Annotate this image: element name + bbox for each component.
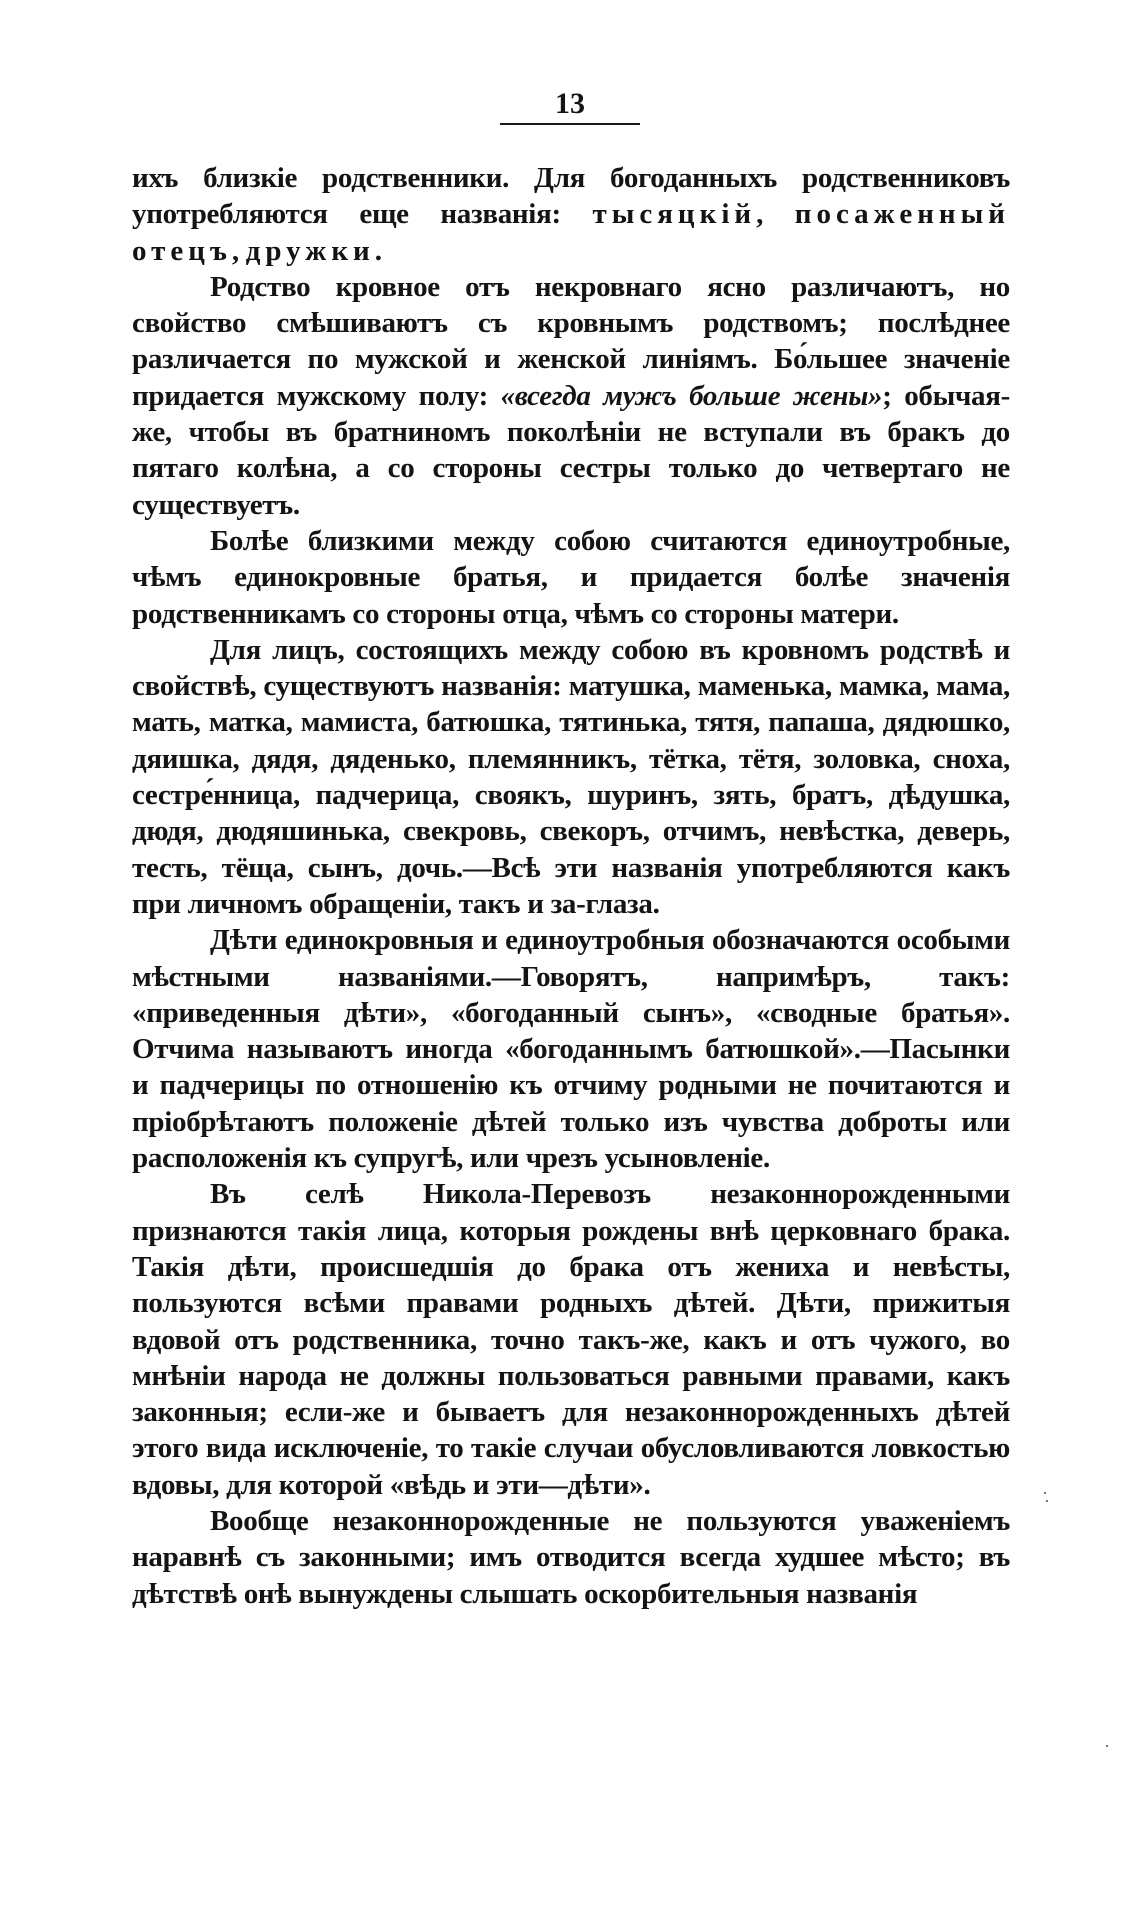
paragraph-2-text-b: ; обычая-же, чтобы въ братниномъ поколѣніи не вступали въ бракъ до пятаго колѣна, а со стороны сестры только до четвертаго не существуетъ.	[132, 379, 1010, 521]
proverb-quote: «всегда мужъ больше жены»	[500, 379, 883, 412]
page-number: 13	[555, 87, 585, 120]
paper-speck	[1044, 1492, 1046, 1494]
term-posazhenny-otets: посаженный отецъ	[132, 198, 1010, 267]
paragraph-6: Въ селѣ Никола-Перевозъ незаконнорожденными признаются такія лица, которыя рождены внѣ церковнаго брака. Такія дѣти, происшедшія до брака отъ жениха и невѣсты, пользуются всѣми правами родныхъ дѣтей. Дѣти, прижитыя вдовой отъ родственника, точно такъ-же, какъ и отъ чужого, во мнѣніи народа не должны пользоваться равными правами, какъ законныя; если-же и бываетъ для незаконнорожденныхъ дѣтей этого вида исключеніе, то такіе случаи обусловливаются ловкостью вдовы, для которой «вѣдь и эти—дѣти».	[132, 1178, 1010, 1501]
paragraph-1-text-d: .	[374, 234, 382, 267]
term-druzhki: дружки	[245, 234, 375, 267]
paragraph-1-text-c: ,	[231, 234, 246, 267]
paragraph-4: Для лицъ, состоящихъ между собою въ кровномъ родствѣ и свойствѣ, существуютъ названія: матушка, маменька, мамка, мама, мать, матка, мамиста, батюшка, тятинька, тятя, папаша, дядюшко, дяишка, дядя, дяденько, племянникъ, тётка, тётя, золовка, сноха, сестре́нница, падчерица, своякъ, шуринъ, зять, братъ, дѣдушка, дюдя, дюдяшинька, свекровь, свекоръ, отчимъ, невѣстка, деверь, тесть, тёща, сынъ, дочь.—Всѣ эти названія употребляются какъ при личномъ обращеніи, такъ и за-глаза.	[132, 633, 1010, 920]
paragraph-1	[132, 160, 1010, 269]
paper-speck	[1046, 1500, 1048, 1502]
paragraph-1-text-a: ихъ близкіе родственники. Для богоданныхъ родственниковъ употребляются еще названія:	[132, 162, 1010, 231]
paragraph-2-text-a: Родство кровное отъ некровнаго ясно различаютъ, но свойство смѣшиваютъ съ кровнымъ родствомъ; послѣднее различается по мужской и женской линіямъ. Бо́льшее значеніе придается мужскому полу:	[132, 270, 1010, 412]
paragraph-5: Дѣти единокровныя и единоутробныя обозначаются особыми мѣстными названіями.—Говорятъ, напримѣръ, такъ: «приведенныя дѣти», «богоданный сынъ», «сводные братья». Отчима называютъ иногда «богоданнымъ батюшкой».—Пасынки и падчерицы по отношенію къ отчиму родными не почитаются и пріобрѣтаютъ положеніе дѣтей только изъ чувства доброты или расположенія къ супругѣ, или чрезъ усыновленіе.	[132, 924, 1010, 1175]
paragraph-1-text-b: ,	[756, 198, 795, 231]
paragraph-3: Болѣе близкими между собою считаются единоутробные, чѣмъ единокровные братья, и придается болѣе значенія родственникамъ со стороны отца, чѣмъ со стороны матери.	[132, 524, 1010, 630]
paragraph-7: Вообще незаконнорожденные не пользуются уваженіемъ наравнѣ съ законными; имъ отводится всегда худшее мѣсто; въ дѣтствѣ онѣ вынуждены слышать оскорбительныя названія	[132, 1504, 1010, 1610]
term-tysyatsky: тысяцкій	[592, 198, 757, 231]
paragraph-2	[132, 269, 1010, 523]
text-body	[132, 160, 1010, 1612]
paper-speck	[1106, 1745, 1108, 1747]
page-number-rule	[500, 123, 640, 125]
